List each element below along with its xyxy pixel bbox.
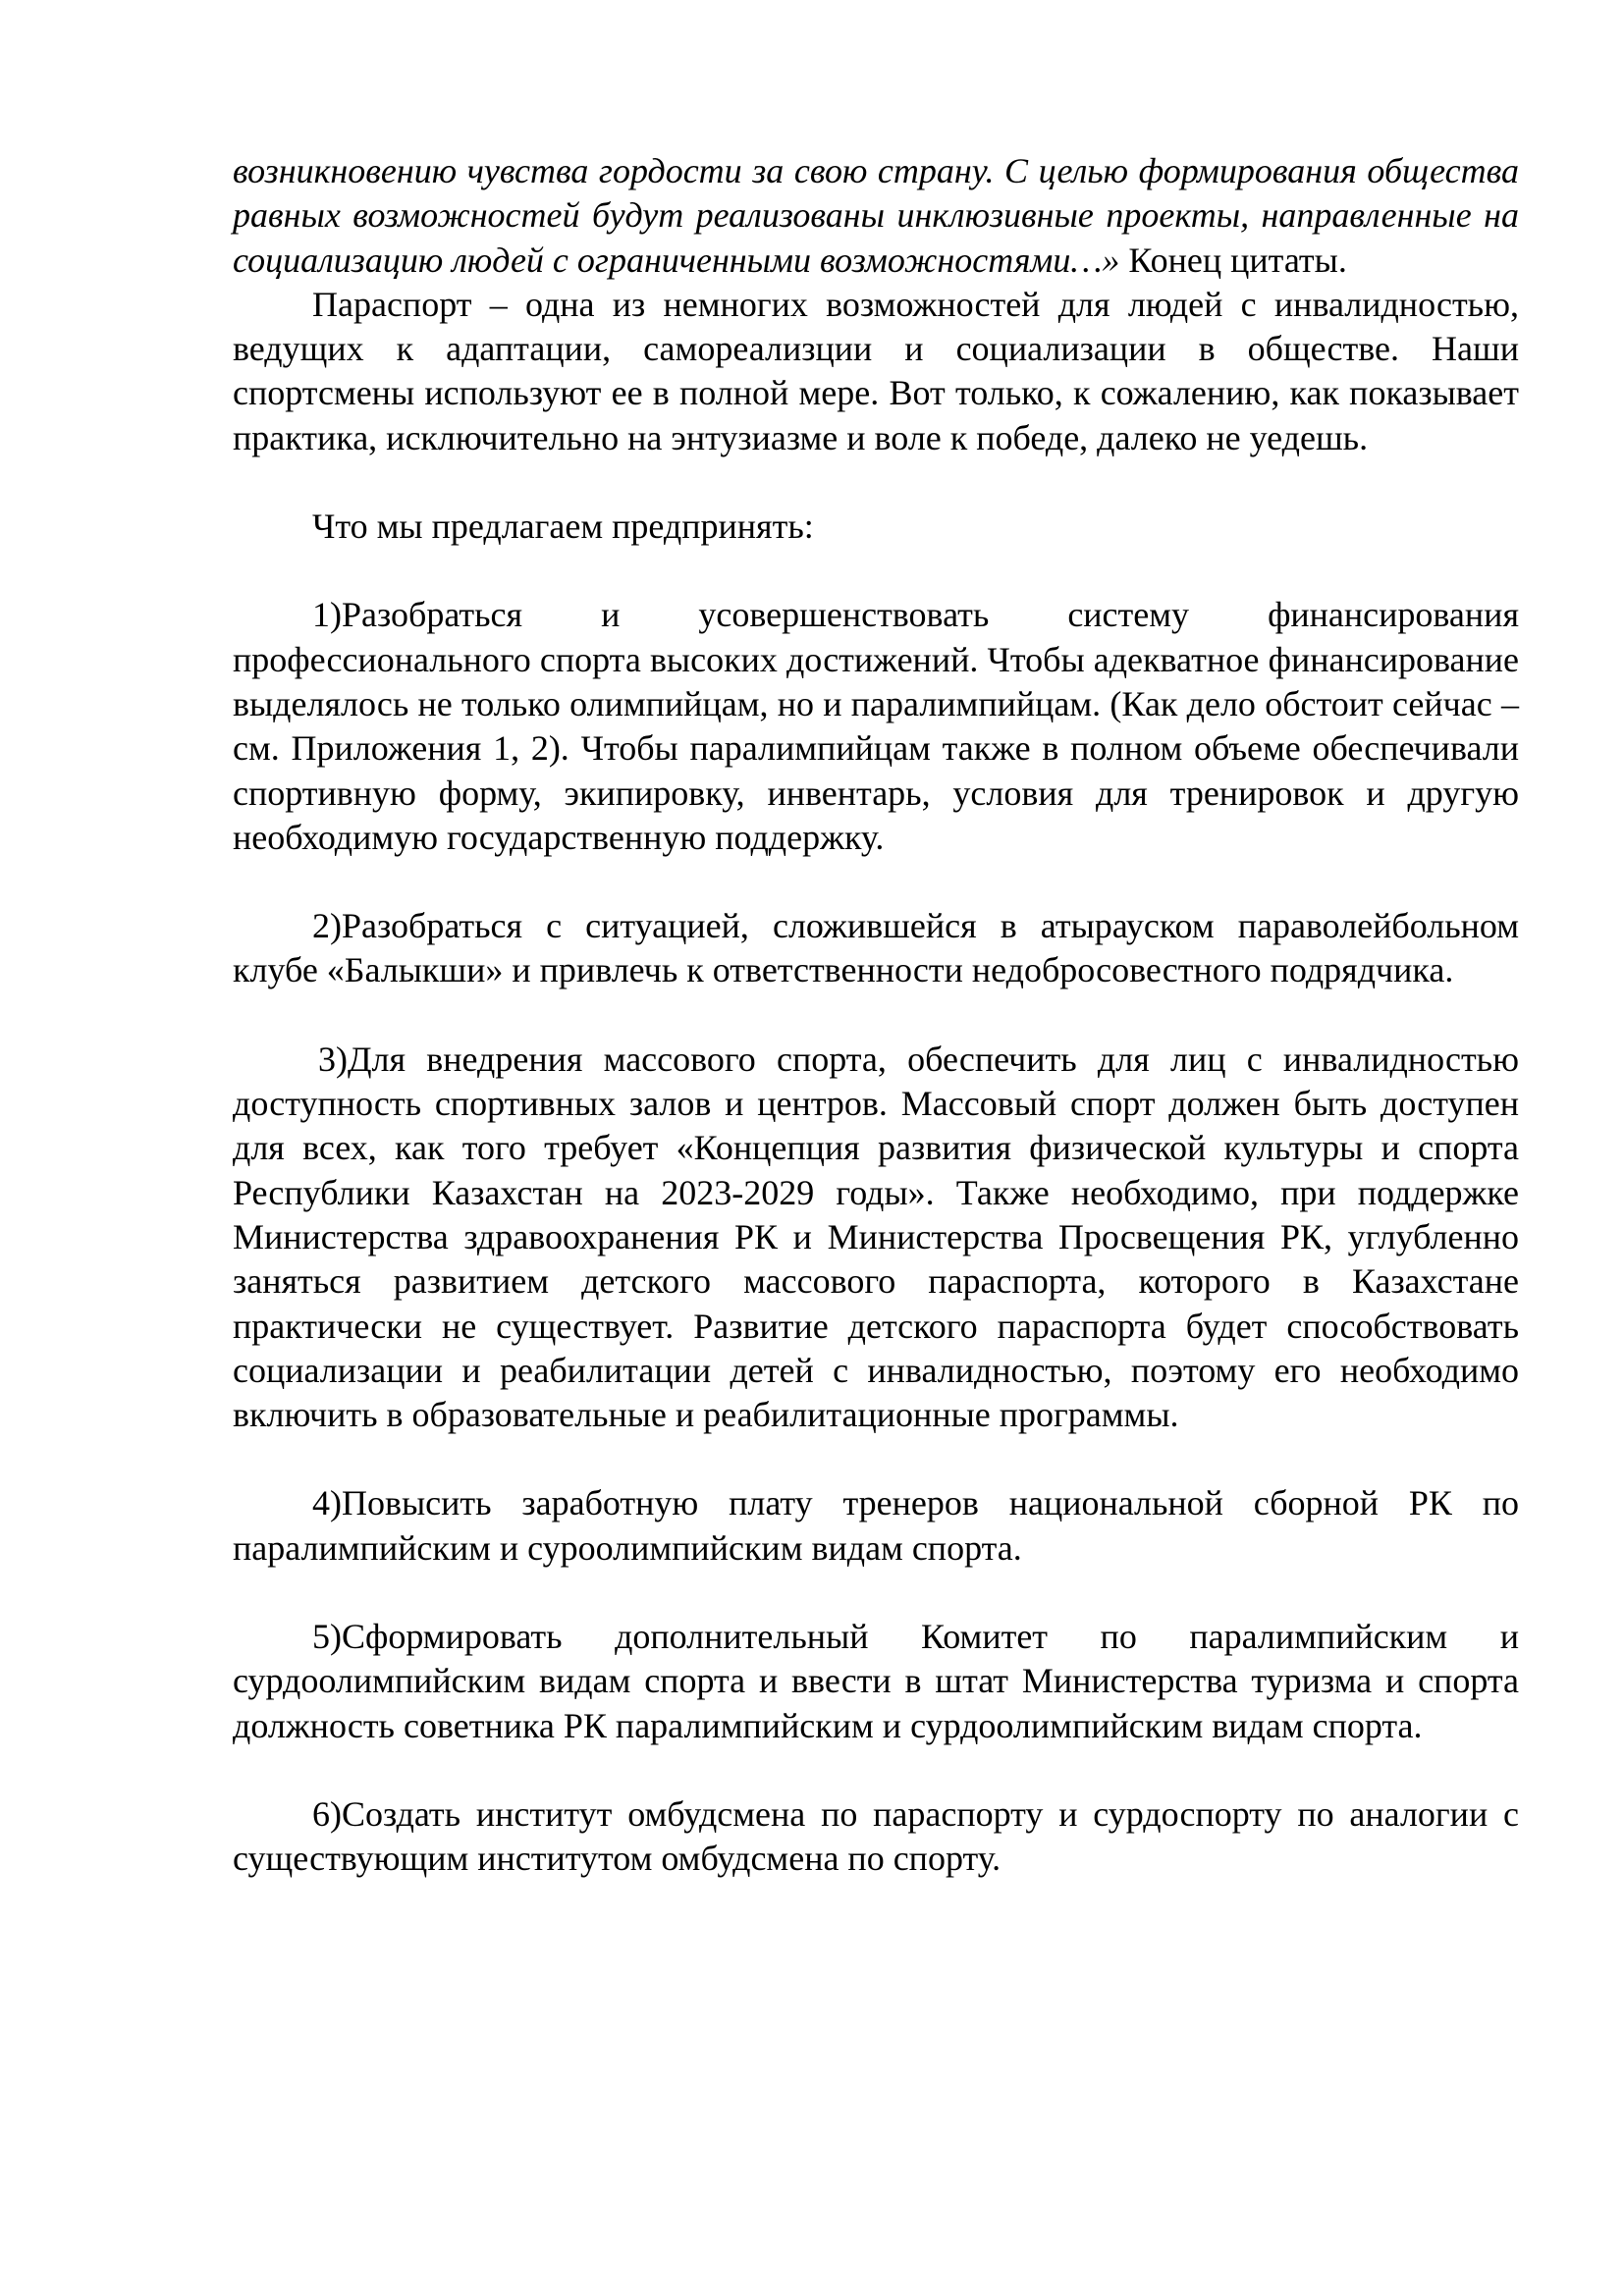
quote-end-text: Конец цитаты.: [1119, 240, 1347, 280]
intro-paragraph: Параспорт – одна из немногих возможностей для людей с инвалидностью, ведущих к адаптации, самореализции и социализации в обществе. Наши спортсмены используют ее в полной мере. Вот только, к сожалению, как показывает практика, исключительно на энтузиазме и воле к победе, далеко не уедешь.: [233, 284, 1519, 457]
document-page: [233, 149, 1519, 1882]
quote-italic-text: возникновению чувства гордости за свою страну. С целью формирования общества равных возможностей будут реализованы инклюзивные проекты, направленные на социализацию людей с ограниченными возможностями…»: [233, 151, 1519, 280]
proposals-heading: Что мы предлагаем предпринять:: [312, 507, 814, 547]
proposal-item-5: 5)Сформировать дополнительный Комитет по паралимпийским и сурдоолимпийским видам спорта и ввести в штат Министерства туризма и спорта должность советника РК паралимпийским и сурдоолимпийским видам спорта.: [233, 1617, 1519, 1745]
proposal-item-3: 3)Для внедрения массового спорта, обеспечить для лиц с инвалидностью доступность спортивных залов и центров. Массовый спорт должен быть доступен для всех, как того требует «Концепция развития физической культуры и спорта Республики Казахстан на 2023-2029 годы». Также необходимо, при поддержке Министерства здравоохранения РК и Министерства Просвещения РК, углубленно заняться развитием детского массового параспорта, которого в Казахстане практически не существует. Развитие детского параспорта будет способствовать социализации и реабилитации детей с инвалидностью, поэтому его необходимо включить в образовательные и реабилитационные программы.: [233, 1039, 1519, 1435]
proposal-item-2: 2)Разобраться с ситуацией, сложившейся в атырауском параволейбольном клубе «Балыкши» и привлечь к ответственности недобросовестного подрядчика.: [233, 906, 1519, 990]
proposal-item-6: 6)Создать институт омбудсмена по параспорту и сурдоспорту по аналогии с существующим институтом омбудсмена по спорту.: [233, 1793, 1519, 1879]
quote-paragraph: [233, 149, 1519, 283]
proposal-item-1: 1)Разобраться и усовершенствовать систему финансирования профессионального спорта высоких достижений. Чтобы адекватное финансирование выделялось не только олимпийцам, но и паралимпийцам. (Как дело обстоит сейчас – см. Приложения 1, 2). Чтобы паралимпийцам также в полном объеме обеспечивали спортивную форму, экипировку, инвентарь, условия для тренировок и другую необходимую государственную поддержку.: [233, 595, 1519, 857]
proposal-item-4: 4)Повысить заработную плату тренеров национальной сборной РК по паралимпийским и суроолимпийским видам спорта.: [233, 1483, 1519, 1568]
